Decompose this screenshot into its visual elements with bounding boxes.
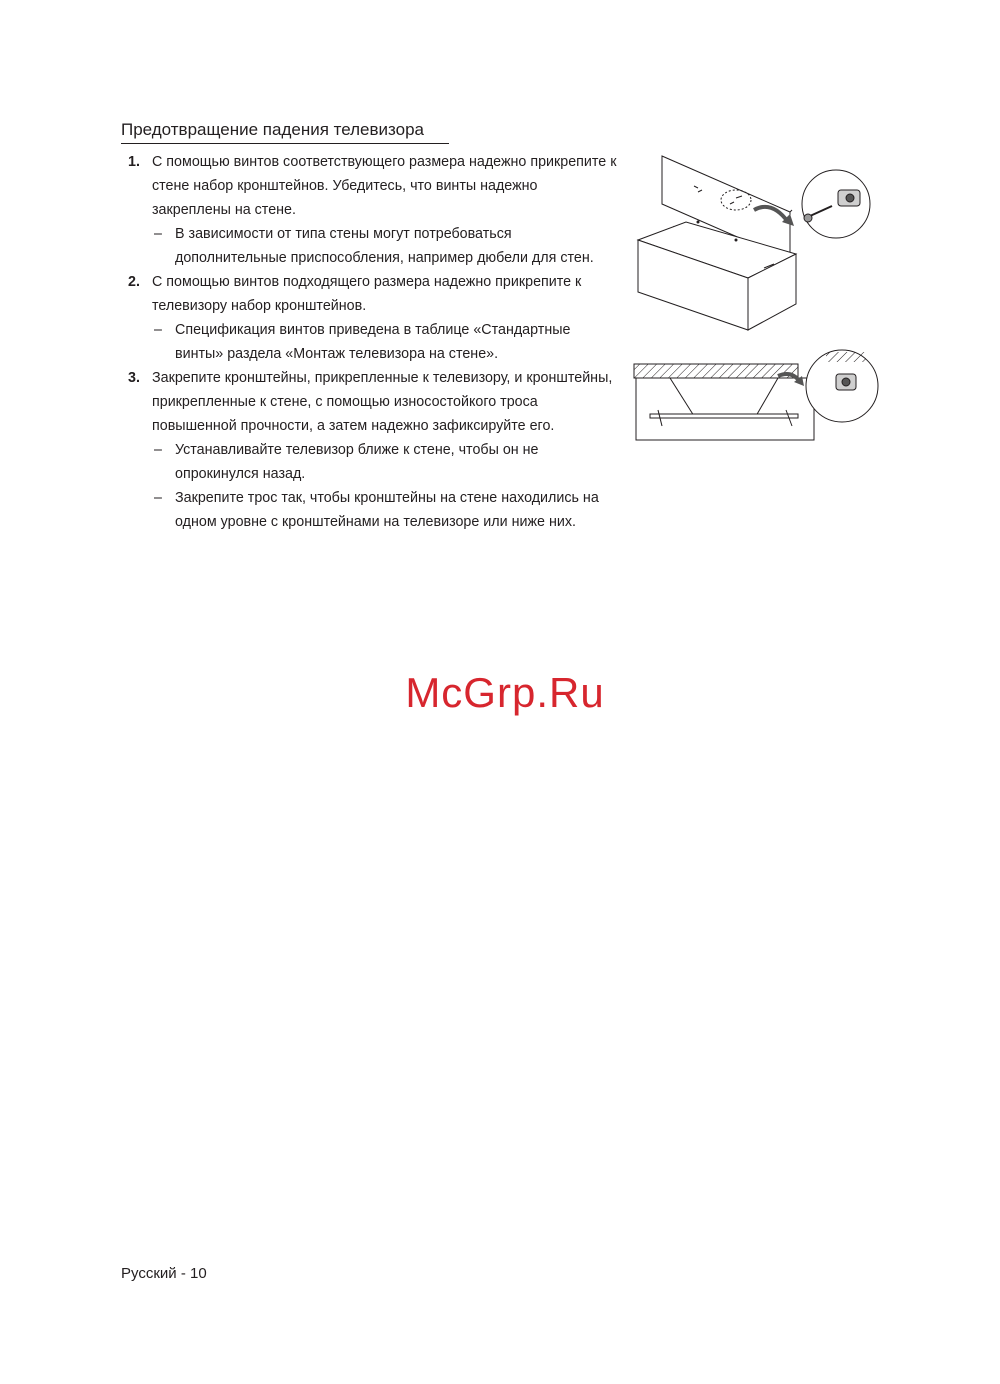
note-dash: –: [154, 490, 162, 506]
page-number: Русский - 10: [121, 1265, 207, 1282]
tv-tether-topview-illustration: [632, 346, 882, 446]
step-3: [128, 366, 618, 534]
step-notes: [152, 222, 618, 270]
note-item: [152, 222, 618, 270]
screw-dot: [697, 221, 699, 223]
note-dash: –: [154, 322, 162, 338]
tv-wall-bracket-illustration: [632, 152, 878, 334]
watermark: McGrp.Ru: [405, 669, 605, 716]
steps-list: [128, 150, 618, 534]
step-text: С помощью винтов соответствующего размера надежно прикрепите к стене набор кронштейнов. Убедитесь, что винты надежно закреплены на стене.: [152, 154, 617, 218]
step-number: 3.: [128, 370, 140, 386]
step-text: Закрепите кронштейны, прикрепленные к телевизору, и кронштейны, прикрепленные к стене, с помощью износостойкого троса повышенной прочности, а затем надежно зафиксируйте его.: [152, 370, 613, 434]
step-1: [128, 150, 618, 270]
cabinet: [636, 378, 814, 440]
note-item: [152, 486, 618, 534]
screw-dot: [735, 239, 737, 241]
note-text: Устанавливайте телевизор ближе к стене, чтобы он не опрокинулся назад.: [175, 442, 539, 482]
note-dash: –: [154, 442, 162, 458]
step-number: 1.: [128, 154, 140, 170]
screw-icon: [804, 214, 812, 222]
note-item: [152, 438, 618, 486]
tv-topview: [650, 414, 798, 418]
step-notes: [152, 318, 618, 366]
wall: [634, 364, 798, 378]
step-notes: [152, 438, 618, 534]
note-item: [152, 318, 618, 366]
note-text: Закрепите трос так, чтобы кронштейны на стене находились на одном уровне с кронштейнами на телевизоре или ниже них.: [175, 490, 599, 530]
section-title: Предотвращение падения телевизора: [121, 119, 449, 144]
step-2: [128, 270, 618, 366]
zoom-circle: [802, 170, 870, 238]
note-text: Спецификация винтов приведена в таблице «Стандартные винты» раздела «Монтаж телевизора на стене».: [175, 322, 571, 362]
note-text: В зависимости от типа стены могут потребоваться дополнительные приспособления, например дюбели для стен.: [175, 226, 594, 266]
note-dash: –: [154, 226, 162, 242]
step-text: С помощью винтов подходящего размера надежно прикрепите к телевизору набор кронштейнов.: [152, 274, 582, 314]
step-number: 2.: [128, 274, 140, 290]
zoom-circle: [806, 350, 878, 422]
